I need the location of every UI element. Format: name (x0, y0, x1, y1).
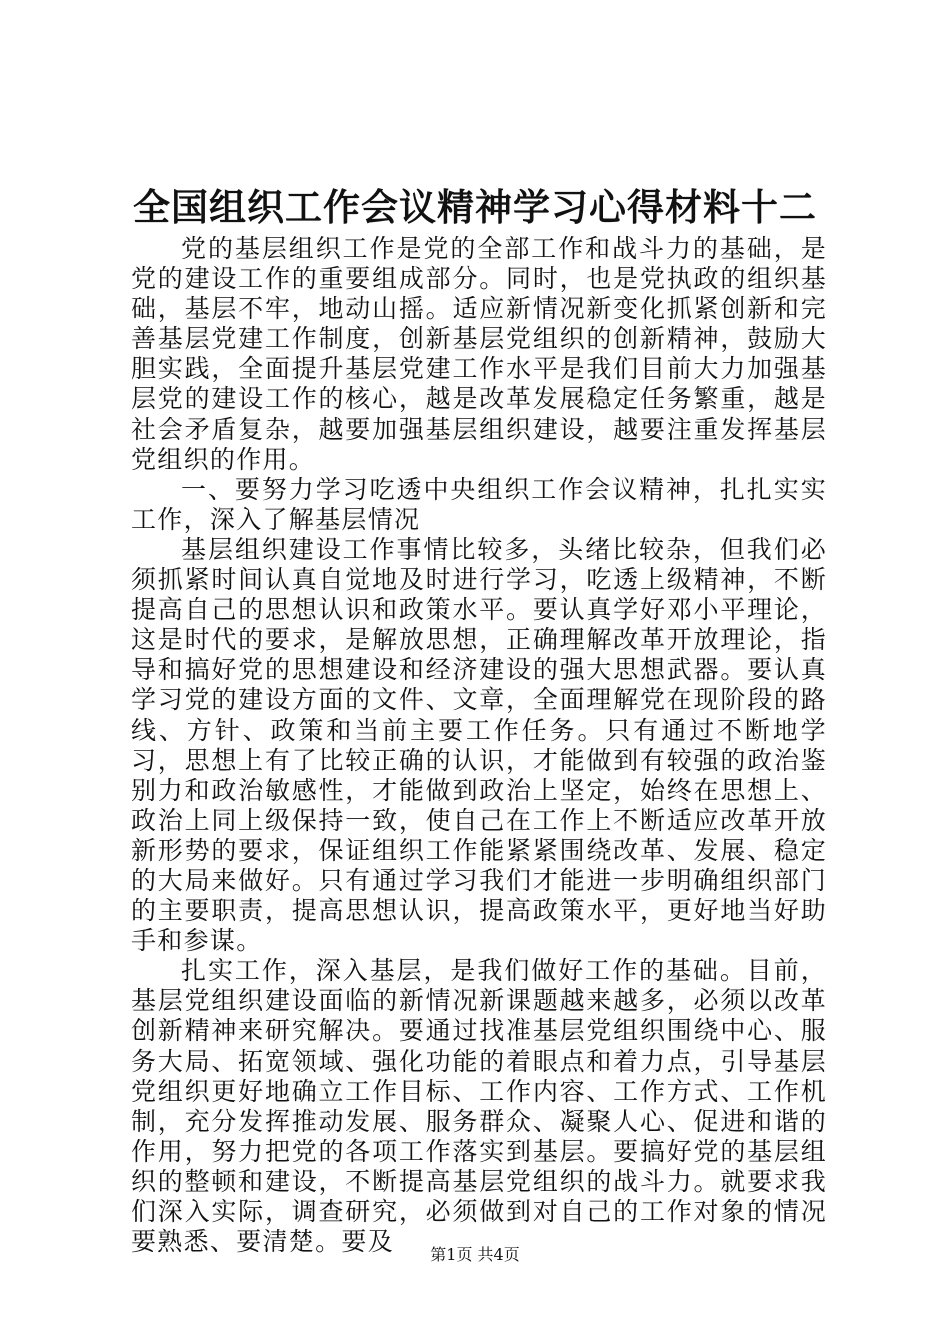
paragraph-study: 基层组织建设工作事情比较多，头绪比较杂，但我们必须抓紧时间认真自觉地及时进行学习，吃透上级精神，不断提高自己的思想认识和政策水平。要认真学好邓小平理论，这是时代的要求，是解放思想，正确理解改革开放理论，指导和搞好党的思想建设和经济建设的强大思想武器。要认真学习党的建设方面的文件、文章，全面理解党在现阶段的路线、方针、政策和当前主要工作任务。只有通过不断地学习，思想上有了比较正确的认识，才能做到有较强的政治鉴别力和政治敏感性，才能做到政治上坚定，始终在思想上、政治上同上级保持一致，使自己在工作上不断适应改革开放新形势的要求，保证组织工作能紧紧围绕改革、发展、稳定的大局来做好。只有通过学习我们才能进一步明确组织部门的主要职责，提高思想认识，提高政策水平，更好地当好助手和参谋。 (131, 534, 827, 956)
page-footer: 第1页 共4页 (430, 1245, 520, 1264)
paragraph-intro: 党的基层组织工作是党的全部工作和战斗力的基础，是党的建设工作的重要组成部分。同时，也是党执政的组织基础，基层不牢，地动山摇。适应新情况新变化抓紧创新和完善基层党建工作制度，创新基层党组织的创新精神，鼓励大胆实践，全面提升基层党建工作水平是我们目前大力加强基层党的建设工作的核心，越是改革发展稳定任务繁重，越是社会矛盾复杂，越要加强基层组织建设，越要注重发挥基层党组织的作用。 (131, 234, 827, 474)
section-heading-1: 一、要努力学习吃透中央组织工作会议精神，扎扎实实工作，深入了解基层情况 (131, 474, 827, 534)
document-body (131, 234, 827, 1257)
paragraph-grassroots: 扎实工作，深入基层，是我们做好工作的基础。目前，基层党组织建设面临的新情况新课题越来越多，必须以改革创新精神来研究解决。要通过找准基层党组织围绕中心、服务大局、拓宽领域、强化功能的着眼点和着力点，引导基层党组织更好地确立工作目标、工作内容、工作方式、工作机制，充分发挥推动发展、服务群众、凝聚人心、促进和谐的作用，努力把党的各项工作落实到基层。要搞好党的基层组织的整顿和建设，不断提高基层党组织的战斗力。就要求我们深入实际，调查研究，必须做到对自己的工作对象的情况要熟悉、要清楚。要及 (131, 956, 827, 1257)
document-title: 全国组织工作会议精神学习心得材料十二 (133, 185, 817, 229)
